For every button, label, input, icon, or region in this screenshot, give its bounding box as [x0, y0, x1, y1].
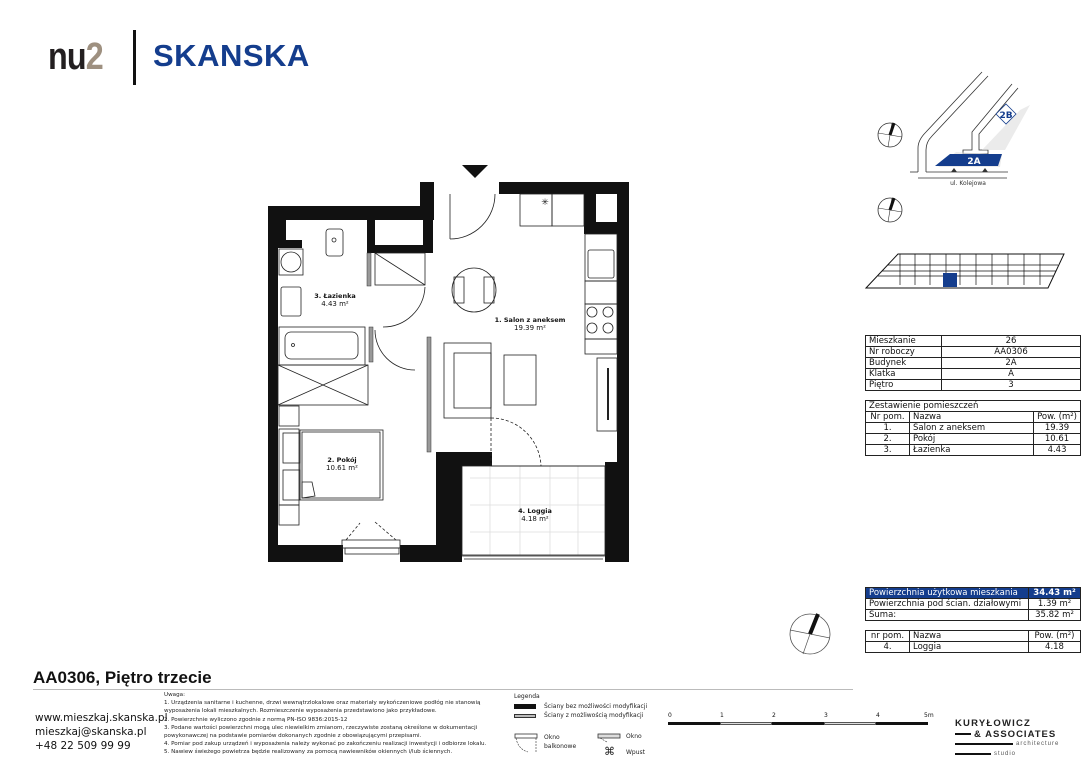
- architect-logo: [955, 718, 1059, 759]
- room-label-bedroom: [312, 456, 372, 472]
- legend-label: Okno: [626, 733, 642, 740]
- architect-tagline-2: studio: [994, 751, 1017, 757]
- note-item: 5. Nawiew świeżego powietrza będzie realizowany za pomocą nawiewników okiennych i/lub ściennych.: [164, 749, 453, 756]
- notes: [164, 691, 494, 757]
- table-header: nr pom. Nazwa Pow. (m²): [866, 631, 1081, 642]
- table-row: Nr roboczy AA0306: [866, 347, 1081, 358]
- note-item: 2. Powierzchnie wyliczono zgodnie z normą PN-ISO 9836:2015-12: [164, 716, 348, 723]
- legend-title: Legenda: [514, 693, 540, 700]
- table-header: Nr pom. Nazwa Pow. (m²): [866, 412, 1081, 423]
- nu2-logo-digit: 2: [85, 36, 103, 78]
- nu2-logo: [48, 38, 103, 76]
- room-label-living: [490, 316, 570, 332]
- legend: [514, 693, 664, 763]
- table-row: 4. Loggia 4.18: [866, 642, 1081, 653]
- note-item: 3. Podane wartości powierzchni mogą ulec niewielkim zmianom, rzeczywiste zostaną określone w dokumentacji powykonawczej na podstawie pomiarów dokonanych zgodnie z obowiązującymi przepisami.: [164, 724, 478, 740]
- table-row: 1. Salon z aneksem 19.39: [866, 423, 1081, 434]
- legend-label: Ściany bez możliwości modyfikacji: [544, 703, 648, 710]
- site-map: [860, 70, 1087, 230]
- table-row: 3. Łazienka 4.43: [866, 445, 1081, 456]
- table-row: Klatka A: [866, 369, 1081, 380]
- legend-label: Ściany z możliwością modyfikacji: [544, 712, 644, 719]
- room-label-bathroom: [303, 292, 367, 308]
- room-area: 10.61 m²: [326, 464, 358, 472]
- scale-bar: 0 1 2 3 4 5m: [668, 712, 936, 742]
- table-row: Powierzchnia pod ścian. działowymi 1.39 m²: [866, 599, 1081, 610]
- divider: [33, 689, 853, 690]
- table-row: Suma: 35.82 m²: [866, 610, 1081, 621]
- room-name: 1. Salon z aneksem: [494, 316, 566, 324]
- skanska-logo: SKANSKA: [153, 38, 310, 73]
- contact-info: [35, 711, 168, 753]
- compass-icon: [878, 123, 902, 147]
- nu2-logo-text: nu: [48, 36, 86, 78]
- table-row: Mieszkanie 26: [866, 336, 1081, 347]
- floor-key-plan: [860, 240, 1087, 300]
- logo-divider: [133, 30, 136, 85]
- note-item: 4. Pomiar pod zakup urządzeń i wyposażenia należy wykonać po zakończeniu realizacji inwestycji i odbiorze lokalu.: [164, 741, 487, 748]
- partition-wall-swatch: [514, 714, 536, 718]
- window-icon: [597, 733, 621, 743]
- page-title: AA0306, Piętro trzecie: [33, 668, 212, 687]
- room-name: 3. Łazienka: [314, 292, 356, 300]
- compass-icon: [878, 198, 902, 222]
- apartment-info-table: [865, 335, 1081, 391]
- balcony-window-icon: [514, 733, 538, 753]
- svg-text:2B: 2B: [999, 111, 1013, 121]
- drain-icon: ⌘: [604, 745, 615, 758]
- svg-text:2A: 2A: [967, 157, 981, 167]
- legend-label: Okno balkonowe: [544, 734, 577, 750]
- room-area: 19.39 m²: [514, 324, 546, 332]
- table-row: Piętro 3: [866, 380, 1081, 391]
- table-row: 2. Pokój 10.61: [866, 434, 1081, 445]
- room-name: 4. Loggia: [518, 507, 552, 515]
- room-area: 4.18 m²: [521, 515, 549, 523]
- notes-title: Uwaga:: [164, 692, 185, 698]
- structural-wall-swatch: [514, 704, 536, 709]
- floor-plan: [262, 160, 642, 570]
- table-row: Powierzchnia użytkowa mieszkania 34.43 m²: [866, 588, 1081, 599]
- table-row: Budynek 2A: [866, 358, 1081, 369]
- architect-name: KURYŁOWICZ: [955, 718, 1032, 729]
- email-link[interactable]: mieszkaj@skanska.pl: [35, 726, 147, 738]
- note-item: 1. Urządzenia sanitarne i kuchenne, drzwi wewnątrzlokalowe oraz materiały wykończeniowe podłóg nie stanowią wyposażenia lokali mieszkalnych. Rozmieszczenie wyposażenia przedstawiono jako przykładowe.: [164, 700, 481, 715]
- legend-label: Wpust: [626, 749, 646, 756]
- website-link[interactable]: www.mieszkaj.skanska.pl: [35, 712, 168, 724]
- table-caption: Zestawienie pomieszczeń: [866, 401, 1081, 412]
- rooms-table: [865, 400, 1081, 456]
- phone-number: +48 22 509 99 99: [35, 740, 131, 752]
- architect-tagline: architecture: [1016, 741, 1060, 747]
- svg-text:ul. Kolejowa: ul. Kolejowa: [950, 180, 986, 187]
- loggia-table: [865, 630, 1081, 653]
- room-label-loggia: [505, 507, 565, 523]
- architect-name-2: & ASSOCIATES: [974, 728, 1057, 740]
- compass-icon: [788, 610, 838, 660]
- room-name: 2. Pokój: [327, 456, 357, 464]
- svg-text:✳: ✳: [541, 198, 549, 208]
- area-summary-table: [865, 587, 1081, 621]
- room-area: 4.43 m²: [321, 300, 349, 308]
